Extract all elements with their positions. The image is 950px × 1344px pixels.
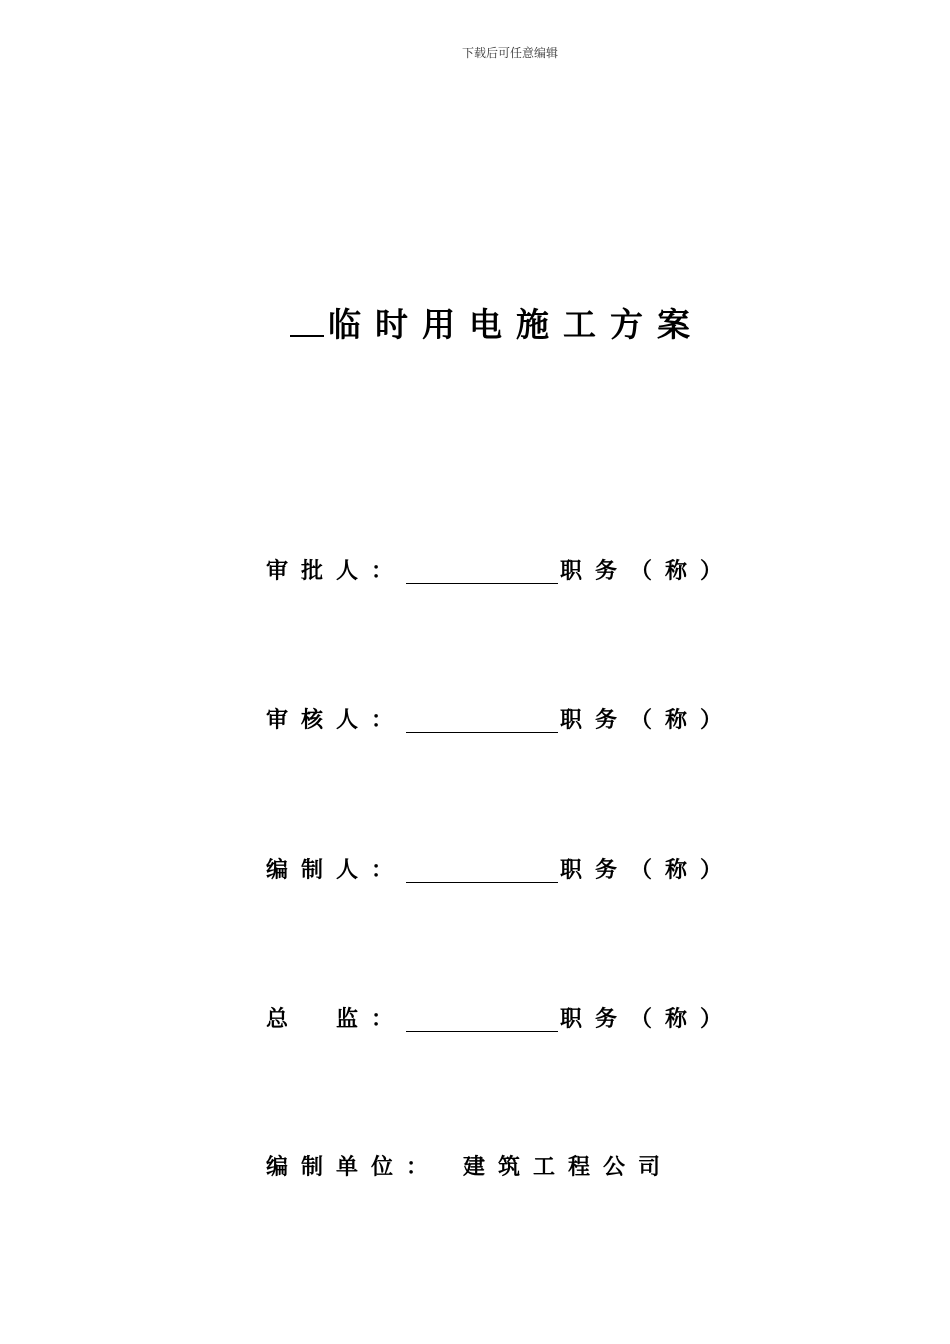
- header-note: 下载后可任意编辑: [461, 46, 558, 60]
- approver-row: [266, 557, 735, 587]
- chief-supervisor-label: 总 监：: [266, 1007, 407, 1032]
- approver-label: 审批人：: [266, 559, 407, 584]
- reviewer-signature-line: [406, 706, 558, 733]
- compiler-position-label: 职务（称）: [560, 858, 736, 883]
- document-title: [290, 305, 704, 345]
- reviewer-label: 审核人：: [266, 708, 407, 733]
- compiler-label: 编制人：: [266, 858, 407, 883]
- chief-supervisor-signature-line: [406, 1005, 558, 1032]
- company-row: [266, 1153, 673, 1183]
- approver-signature-line: [406, 557, 558, 584]
- title-text: 临时用电施工方案: [328, 305, 704, 344]
- reviewer-row: [266, 706, 735, 736]
- title-blank-line: [290, 305, 324, 337]
- chief-supervisor-row: [266, 1005, 735, 1035]
- chief-supervisor-position-label: 职务（称）: [560, 1007, 736, 1032]
- company-value: 建筑工程公司: [463, 1155, 674, 1180]
- compiler-row: [266, 856, 735, 886]
- reviewer-position-label: 职务（称）: [560, 708, 736, 733]
- company-label: 编制单位：: [266, 1155, 442, 1180]
- compiler-signature-line: [406, 856, 558, 883]
- approver-position-label: 职务（称）: [560, 559, 736, 584]
